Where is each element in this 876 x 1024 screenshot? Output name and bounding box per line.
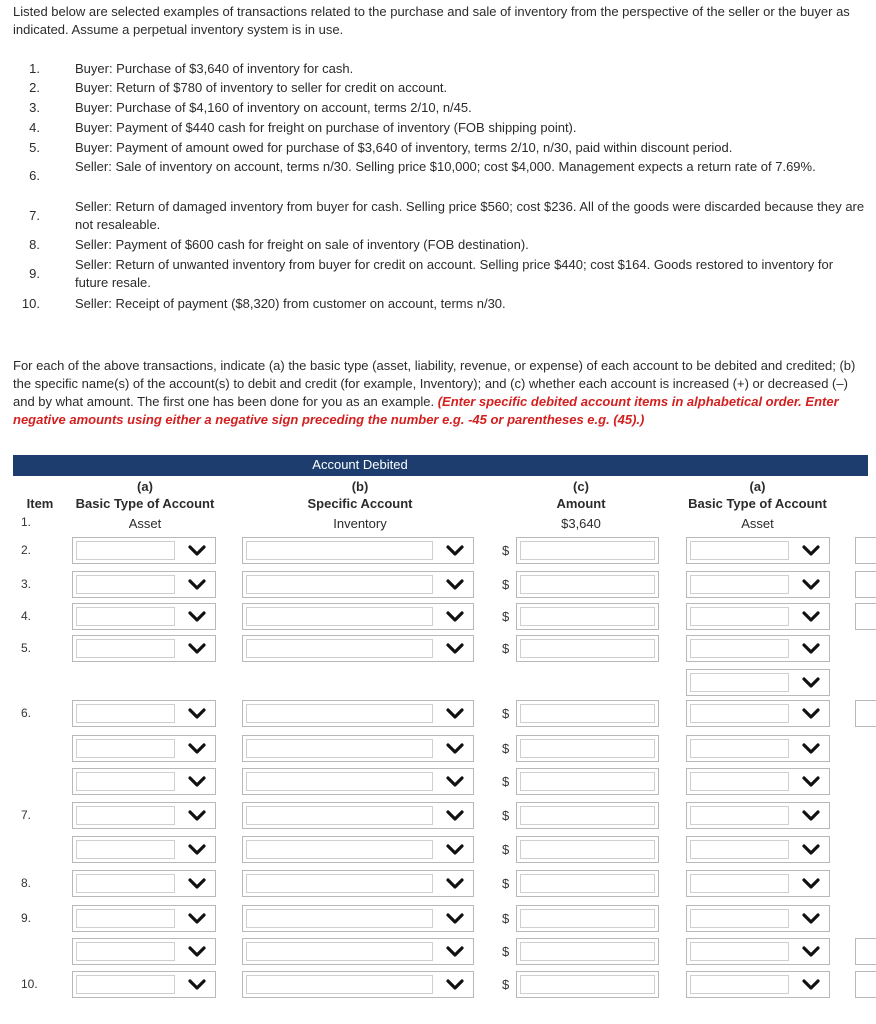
chevron-down-icon — [801, 642, 821, 656]
select-field — [690, 874, 789, 893]
select-field — [76, 704, 175, 723]
select-field — [76, 541, 175, 560]
chevron-down-icon — [801, 707, 821, 721]
select-field — [76, 975, 175, 994]
basic-type-credit-select[interactable] — [686, 768, 830, 795]
basic-type-debit-select[interactable] — [72, 768, 216, 795]
basic-type-credit-select[interactable] — [686, 905, 830, 932]
select-field — [690, 639, 789, 658]
chevron-down-icon — [445, 978, 465, 992]
chevron-down-icon — [445, 843, 465, 857]
select-field — [690, 607, 789, 626]
chevron-down-icon — [187, 945, 207, 959]
select-field — [690, 772, 789, 791]
chevron-down-icon — [445, 578, 465, 592]
basic-type-credit-select[interactable] — [686, 571, 830, 598]
chevron-down-icon — [801, 676, 821, 690]
currency-symbol: $ — [502, 774, 510, 789]
partial-input[interactable] — [855, 537, 876, 564]
specific-account-select[interactable] — [242, 802, 474, 829]
item-number: 10. — [21, 977, 38, 991]
basic-type-credit-select[interactable] — [686, 870, 830, 897]
select-field — [76, 639, 175, 658]
select-field — [246, 704, 433, 723]
basic-type-debit-select[interactable] — [72, 635, 216, 662]
specific-account-select[interactable] — [242, 571, 474, 598]
select-field — [76, 942, 175, 961]
currency-symbol: $ — [502, 741, 510, 756]
amount-input[interactable] — [516, 537, 659, 564]
currency-symbol: $ — [502, 706, 510, 721]
item-number: 7. — [21, 808, 32, 822]
chevron-down-icon — [801, 775, 821, 789]
chevron-down-icon — [187, 742, 207, 756]
currency-symbol: $ — [502, 577, 510, 592]
instructions: For each of the above transactions, indicate (a) the basic type (asset, liability, revenue, or expense) of each account to be debited and credited; (b) the specific name(s) of the account(s) to debit and credit (for example, Inventory); and (c) whether each account is increased (+) or decreased (–) and by what amount. The first one has been done for you as an example. (Enter specific debited account items in alphabetical order. Enter negative amounts using either a negative sign preceding the number e.g. -45 or parentheses e.g. (45).) — [13, 358, 856, 427]
select-field — [690, 806, 789, 825]
select-field — [76, 874, 175, 893]
currency-symbol: $ — [502, 842, 510, 857]
basic-type-credit-select[interactable] — [686, 971, 830, 998]
specific-account-select[interactable] — [242, 836, 474, 863]
select-field — [690, 575, 789, 594]
col-a-letter: (a) — [137, 479, 153, 494]
chevron-down-icon — [801, 809, 821, 823]
item-number: 8. — [21, 876, 32, 890]
chevron-down-icon — [801, 912, 821, 926]
select-field — [690, 975, 789, 994]
basic-type-debit-select[interactable] — [72, 802, 216, 829]
select-field — [246, 772, 433, 791]
chevron-down-icon — [445, 610, 465, 624]
basic-type-debit-select[interactable] — [72, 938, 216, 965]
currency-symbol: $ — [502, 911, 510, 926]
currency-symbol: $ — [502, 876, 510, 891]
select-field — [246, 874, 433, 893]
partial-input[interactable] — [855, 603, 876, 630]
col-item-label: Item — [26, 496, 54, 511]
col-a2-label: Basic Type of Account — [688, 496, 827, 511]
chevron-down-icon — [801, 945, 821, 959]
select-field — [246, 840, 433, 859]
basic-type-credit-select[interactable] — [686, 700, 830, 727]
specific-account-select[interactable] — [242, 768, 474, 795]
amount-input[interactable] — [516, 938, 659, 965]
chevron-down-icon — [801, 978, 821, 992]
specific-account-select[interactable] — [242, 700, 474, 727]
chevron-down-icon — [187, 544, 207, 558]
example-type: Asset — [128, 516, 162, 531]
amount-input[interactable] — [516, 971, 659, 998]
select-field — [690, 673, 789, 692]
chevron-down-icon — [187, 775, 207, 789]
amount-input[interactable] — [516, 870, 659, 897]
chevron-down-icon — [187, 877, 207, 891]
basic-type-debit-select[interactable] — [72, 870, 216, 897]
select-field — [246, 575, 433, 594]
chevron-down-icon — [187, 610, 207, 624]
chevron-down-icon — [445, 809, 465, 823]
chevron-down-icon — [445, 742, 465, 756]
select-field — [690, 704, 789, 723]
chevron-down-icon — [187, 707, 207, 721]
chevron-down-icon — [445, 775, 465, 789]
basic-type-credit-select[interactable] — [686, 635, 830, 662]
chevron-down-icon — [187, 809, 207, 823]
select-field — [246, 806, 433, 825]
select-field — [76, 739, 175, 758]
select-field — [246, 975, 433, 994]
chevron-down-icon — [187, 912, 207, 926]
amount-input[interactable] — [516, 571, 659, 598]
currency-symbol: $ — [502, 977, 510, 992]
basic-type-debit-select[interactable] — [72, 603, 216, 630]
amount-input[interactable] — [516, 905, 659, 932]
select-field — [246, 909, 433, 928]
chevron-down-icon — [801, 877, 821, 891]
select-field — [690, 541, 789, 560]
basic-type-debit-select[interactable] — [72, 971, 216, 998]
select-field — [690, 909, 789, 928]
chevron-down-icon — [801, 843, 821, 857]
col-c-letter: (c) — [573, 479, 589, 494]
chevron-down-icon — [801, 742, 821, 756]
partial-input[interactable] — [855, 571, 876, 598]
item-number: 5. — [21, 641, 32, 655]
chevron-down-icon — [187, 578, 207, 592]
basic-type-debit-select[interactable] — [72, 537, 216, 564]
col-b-label: Specific Account — [307, 496, 413, 511]
select-field — [690, 840, 789, 859]
currency-symbol: $ — [502, 808, 510, 823]
example-credit-type: Asset — [741, 516, 774, 531]
item-number: 4. — [21, 609, 32, 623]
basic-type-credit-select[interactable] — [686, 603, 830, 630]
select-field — [76, 806, 175, 825]
chevron-down-icon — [445, 912, 465, 926]
currency-symbol: $ — [502, 543, 510, 558]
specific-account-select[interactable] — [242, 905, 474, 932]
chevron-down-icon — [187, 642, 207, 656]
chevron-down-icon — [445, 877, 465, 891]
chevron-down-icon — [187, 843, 207, 857]
basic-type-credit-select[interactable] — [686, 537, 830, 564]
chevron-down-icon — [445, 544, 465, 558]
item-number: 2. — [21, 543, 32, 557]
col-b-letter: (b) — [351, 479, 369, 494]
specific-account-select[interactable] — [242, 735, 474, 762]
chevron-down-icon — [445, 707, 465, 721]
select-field — [246, 942, 433, 961]
account-debited-header: Account Debited — [312, 457, 408, 472]
basic-type-debit-select[interactable] — [72, 571, 216, 598]
select-field — [246, 607, 433, 626]
partial-input[interactable] — [855, 938, 876, 965]
basic-type-credit-select[interactable] — [686, 669, 830, 696]
chevron-down-icon — [801, 610, 821, 624]
select-field — [76, 607, 175, 626]
specific-account-select[interactable] — [242, 971, 474, 998]
col-c-label: Amount — [556, 496, 606, 511]
select-field — [76, 575, 175, 594]
chevron-down-icon — [187, 978, 207, 992]
example-account: Inventory — [333, 516, 387, 531]
basic-type-credit-select[interactable] — [686, 802, 830, 829]
basic-type-credit-select[interactable] — [686, 735, 830, 762]
specific-account-select[interactable] — [242, 603, 474, 630]
basic-type-credit-select[interactable] — [686, 836, 830, 863]
item-number: 6. — [21, 706, 32, 720]
currency-symbol: $ — [502, 641, 510, 656]
chevron-down-icon — [801, 578, 821, 592]
specific-account-select[interactable] — [242, 938, 474, 965]
item-number: 3. — [21, 577, 32, 591]
item-number: 9. — [21, 911, 32, 925]
chevron-down-icon — [801, 544, 821, 558]
basic-type-debit-select[interactable] — [72, 905, 216, 932]
chevron-down-icon — [445, 945, 465, 959]
basic-type-debit-select[interactable] — [72, 836, 216, 863]
basic-type-debit-select[interactable] — [72, 735, 216, 762]
amount-input[interactable] — [516, 802, 659, 829]
partial-input[interactable] — [855, 971, 876, 998]
select-field — [246, 541, 433, 560]
basic-type-debit-select[interactable] — [72, 700, 216, 727]
basic-type-credit-select[interactable] — [686, 938, 830, 965]
amount-input[interactable] — [516, 603, 659, 630]
chevron-down-icon — [445, 642, 465, 656]
currency-symbol: $ — [502, 609, 510, 624]
currency-symbol: $ — [502, 944, 510, 959]
col-a-label: Basic Type of Account — [75, 496, 215, 511]
amount-input[interactable] — [516, 635, 659, 662]
amount-input[interactable] — [516, 735, 659, 762]
example-amount: $3,640 — [561, 516, 601, 531]
amount-input[interactable] — [516, 768, 659, 795]
specific-account-select[interactable] — [242, 870, 474, 897]
select-field — [690, 942, 789, 961]
select-field — [76, 840, 175, 859]
example-item: 1. — [21, 515, 32, 529]
select-field — [76, 772, 175, 791]
select-field — [246, 639, 433, 658]
amount-input[interactable] — [516, 700, 659, 727]
partial-input[interactable] — [855, 700, 876, 727]
specific-account-select[interactable] — [242, 635, 474, 662]
specific-account-select[interactable] — [242, 537, 474, 564]
select-field — [76, 909, 175, 928]
intro-text: Listed below are selected examples of transactions related to the purchase and sale of inventory from the perspective of the seller or the buyer as indicated. Assume a perpetual inventory system is in use. — [13, 4, 850, 37]
amount-input[interactable] — [516, 836, 659, 863]
instructions-emphasis: (Enter specific debited account items in alphabetical order. Enter negative amounts using either a negative sign preceding the number e.g. -45 or parentheses e.g. (45).) — [13, 394, 839, 427]
select-field — [690, 739, 789, 758]
col-a2-letter: (a) — [749, 479, 766, 494]
select-field — [246, 739, 433, 758]
